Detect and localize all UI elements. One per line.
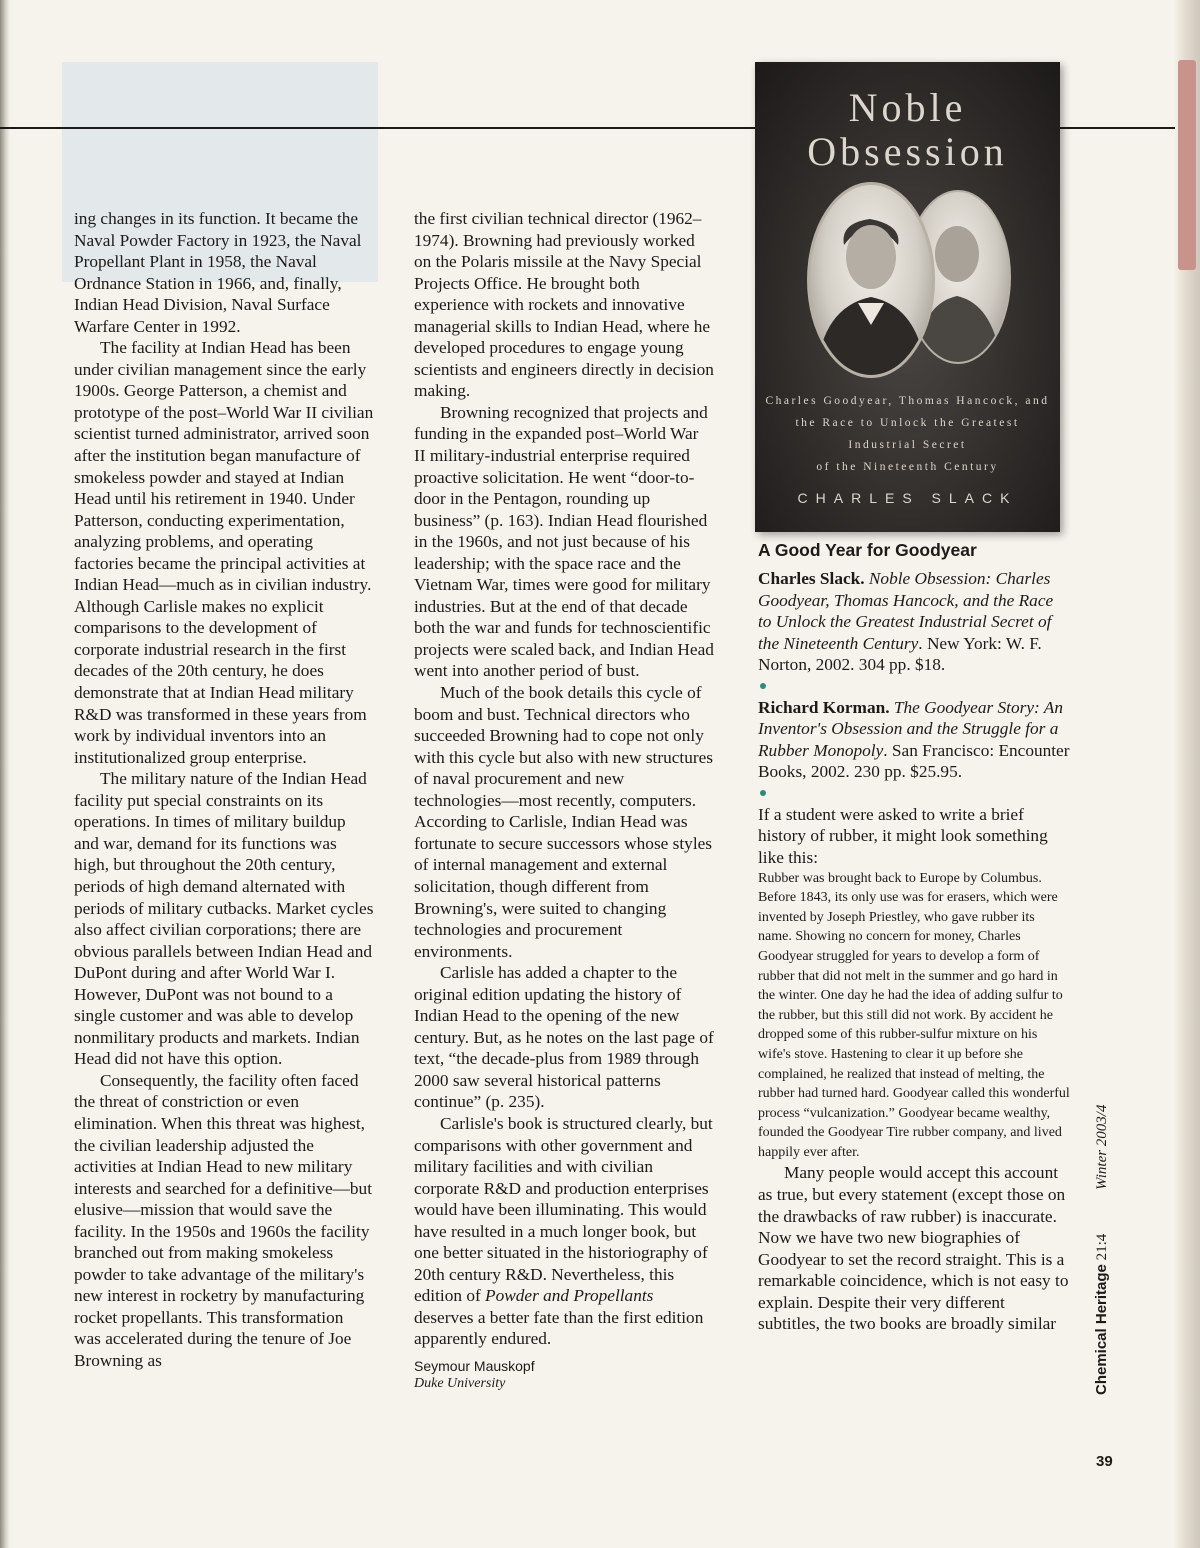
bullet-icon (760, 683, 766, 689)
paragraph: The facility at Indian Head has been under civilian management since the early 1900s. George Patterson, a chemist and prototype of the post–World War II civilian scientist turned administrator, arrived soon after the institution began manufacture of smokeless powder and stayed at Indian Head until his retirement in 1940. Under Patterson, conducting experimentation, analyzing problems, and operating factories became the principal activities at Indian Head—much as in civilian industry. Although Carlisle makes no explicit comparisons to the development of corporate industrial research in the first decades of the 20th century, he does demonstrate that at Indian Head military R&D was transformed in these years from work by individual inventors into an institutionalized group enterprise. (74, 338, 374, 767)
cover-title-line-2: Obsession (807, 129, 1008, 174)
magazine-name: Chemical Heritage (1093, 1264, 1110, 1395)
article-column-3 (758, 568, 1070, 1335)
bib-title: The Goodyear Story: An Inventor's Obsession and the Struggle for a Rubber Monopoly (758, 697, 1063, 760)
bib-publication: . San Francisco: Encounter Books, 2002. 230 pp. $25.95. (758, 740, 1070, 782)
cover-subtitle-line: Industrial Secret (848, 439, 967, 451)
section-tab (1178, 60, 1196, 270)
paragraph: The military nature of the Indian Head facility put special constraints on its operations. In times of military buildup and war, demand for its functions was high, but throughout the 20th century, periods of high demand alternated with periods of military cutbacks. Market cycles also affect civilian corporations; there are obvious parallels between Indian Head and DuPont during and after World War I. However, DuPont was not bound to a single customer and was able to develop nonmilitary products and markets. Indian Head did not have this option. (74, 769, 374, 1069)
cover-subtitle (755, 390, 1060, 478)
paragraph: Carlisle has added a chapter to the original edition updating the history of Indian Head to the opening of the new century. But, as he notes on the last page of text, “the decade-plus from 1989 through 2000 saw several historical patterns continue” (p. 235). (414, 963, 714, 1112)
bullet-icon (760, 790, 766, 796)
paragraph: the first civilian technical director (1962–1974). Browning had previously worked on the Polaris missile at the Navy Special Projects Office. He brought both experience with rockets and innovative managerial skills to Indian Head, where he developed procedures to engage young scientists and engineers directly in decision making. (414, 209, 714, 401)
reviewer-affiliation: Duke University (414, 1375, 506, 1391)
paragraph: Consequently, the facility often faced the threat of constriction or even elimination. When this threat was highest, the civilian leadership adjusted the activities at Indian Head to new military interests and searched for a definitive—but elusive—mission that would save the facility. In the 1950s and 1960s the facility branched out from making smokeless powder to take advantage of the military's new interest in rocketry by manufacturing rocket propellants. This transformation was accelerated during the tenure of Joe Browning as (74, 1070, 372, 1370)
paragraph (414, 1113, 714, 1350)
bib-title: Noble Obsession: Charles Goodyear, Thomas Hancock, and the Race to Unlock the Greatest Industrial Secret of the Nineteenth Century (758, 569, 1054, 653)
reviewer-name: Seymour Mauskopf (414, 1357, 535, 1374)
bib-author: Richard Korman. (758, 697, 890, 717)
cover-subtitle-line: of the Nineteenth Century (816, 461, 999, 473)
book-cover (755, 62, 1060, 532)
running-footer (1093, 1105, 1111, 1395)
portrait-goodyear (807, 182, 935, 378)
issue-date: Winter 2003/4 (1094, 1104, 1110, 1190)
paragraph-text: Carlisle's book is structured clearly, but comparisons with other government and military facilities and with civilian corporate R&D and production enterprises would have been illuminating. This would have resulted in a much longer book, but one better situated in the historiography of 20th century R&D. Nevertheless, this edition of (414, 1113, 713, 1306)
portrait-goodyear-image (810, 185, 932, 375)
cover-subtitle-line: Charles Goodyear, Thomas Hancock, and (765, 395, 1050, 407)
page-number: 39 (1096, 1453, 1113, 1470)
review-heading: A Good Year for Goodyear (758, 540, 977, 560)
bibliography-entry-1 (758, 568, 1070, 676)
paragraph-text: deserves a better fate than the first edition apparently endured. (414, 1307, 704, 1349)
bib-publication: . New York: W. F. Norton, 2002. 304 pp. $18. (758, 633, 1042, 675)
bib-author: Charles Slack. (758, 569, 865, 588)
binding-gutter (0, 0, 10, 1548)
bibliography-entry-2 (758, 697, 1070, 783)
paragraph: Browning recognized that projects and funding in the expanded post–World War II military-industrial enterprise required proactive solicitation. He went “door-to-door in the Pentagon, rounding up business” (p. 163). Indian Head flourished in the 1960s, and not just because of his leadership; with the space race and the Vietnam War, times were good for military industries. But at the end of that decade both the war and funds for technoscientific projects were scaled back, and Indian Head went into another period of bust. (414, 402, 714, 681)
volume-number: 21:4 (1094, 1233, 1110, 1261)
cover-author: CHARLES SLACK (797, 490, 1018, 506)
paragraph: If a student were asked to write a brief history of rubber, it might look something like this: (758, 804, 1048, 868)
cover-subtitle-line: the Race to Unlock the Greatest (795, 417, 1020, 429)
paragraph: Much of the book details this cycle of boom and bust. Technical directors who succeeded Browning had to cope not only with this cycle but also with new structures of naval procurement and new technologies—most recently, computers. According to Carlisle, Indian Head was fortunate to secure successors whose styles of internal management and external solicitation, though different from Browning's, were suited to changing technologies and procurement environments. (414, 683, 714, 961)
article-column-1 (74, 208, 374, 1372)
article-column-2 (414, 208, 714, 1392)
paragraph: Many people would accept this account as true, but every statement (except those on the drawbacks of raw rubber) is inaccurate. Now we have two new biographies of Goodyear to set the record straight. This is a remarkable coincidence, which is not easy to explain. Despite their very different subtitles, the two books are broadly similar (758, 1163, 1069, 1334)
paragraph: ing changes in its function. It became the Naval Powder Factory in 1923, the Naval Propellant Plant in 1958, the Naval Ordnance Station in 1966, and, finally, Indian Head Division, Naval Surface Warfare Center in 1992. (74, 209, 362, 336)
book-title: Powder and Propellants (485, 1286, 654, 1306)
cover-title-line-1: Noble (848, 85, 967, 130)
block-quote: Rubber was brought back to Europe by Columbus. Before 1843, its only use was for erasers, which were invented by Joseph Priestley, who gave rubber its name. Showing no concern for money, Charles Goodyear struggled for years to develop a form of rubber that did not melt in the summer and go hard in the winter. One day he had the idea of adding sulfur to the rubber, but this still did not work. By accident he dropped some of this rubber-sulfur mixture on his wife's stove. Hastening to clear it up before she complained, he realized that instead of melting, the rubber had turned hard. Goodyear called this wonderful process “vulcanization.” Goodyear became wealthy, founded the Goodyear Tire rubber company, and lived happily ever after. (758, 870, 1070, 1160)
